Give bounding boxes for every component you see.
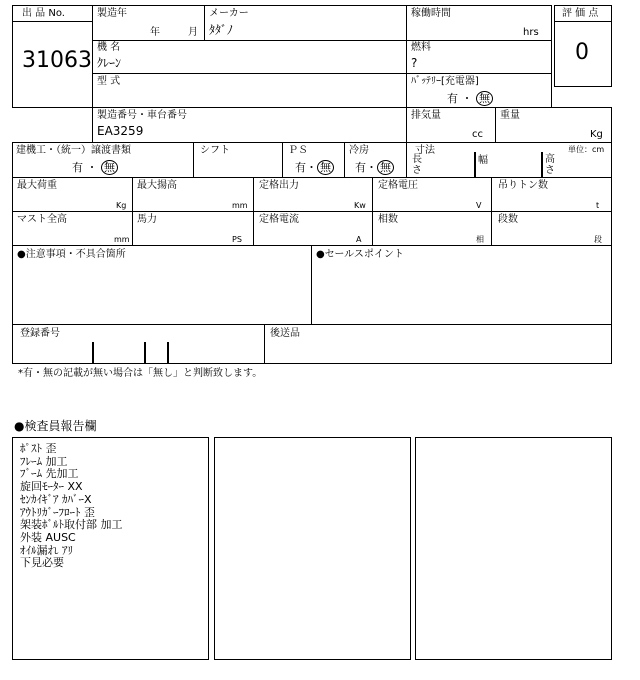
lift-ton-label: 吊りトン数 [498, 180, 548, 191]
footnote: *有・無の記載が無い場合は「無し」と判断致します。 [18, 368, 263, 379]
width-label: 幅 [478, 155, 488, 166]
shift-label: シフト [200, 145, 230, 156]
shipping-label: 後送品 [270, 328, 300, 339]
phase-unit: 相 [476, 235, 484, 244]
fuel-label: 燃料 [411, 42, 431, 53]
inspector-line: ｾﾝｶｲｷﾞｱ ｶﾊﾞｰX [20, 492, 92, 506]
maker-value: ﾀﾀﾞﾉ [209, 23, 234, 37]
model-label: 機 名 [97, 42, 121, 53]
max-lift-unit: mm [232, 201, 248, 210]
length-label: 長 さ [412, 154, 422, 176]
serial-label: 製造番号・車台番号 [97, 110, 187, 121]
cooler-dot: ・ [366, 161, 377, 174]
battery-yes: 有 [447, 92, 458, 105]
battery-label: ﾊﾞｯﾃﾘｰ[充電器] [411, 76, 479, 87]
item-no-value: 31063 [22, 48, 92, 73]
ps-label: ＰＳ [288, 145, 308, 156]
battery-choice [447, 91, 493, 106]
inspector-title: ●検査員報告欄 [14, 419, 97, 433]
cooler-choice [355, 160, 394, 175]
shipping-cell [264, 324, 612, 364]
inspector-line: 旋回ﾓｰﾀｰ XX [20, 480, 83, 494]
horsepower-label: 馬力 [137, 214, 157, 225]
rated-current-label: 定格電流 [259, 214, 299, 225]
dimension-label: 寸法 [415, 145, 435, 156]
height-label: 高 さ [545, 154, 555, 176]
rated-output-label: 定格出力 [259, 180, 299, 191]
width-divider [541, 152, 543, 178]
year-label: 製造年 [97, 8, 127, 19]
battery-dot: ・ [461, 92, 473, 105]
phase-label: 相数 [378, 214, 398, 225]
inspector-line: 架装ﾎﾞﾙﾄ取付部 加工 [20, 518, 123, 532]
inspector-line: ﾌﾚｰﾑ 加工 [20, 454, 68, 468]
item-no-label: 出 品 No. [22, 8, 65, 19]
length-divider [474, 152, 476, 178]
ps-choice [295, 160, 334, 175]
grade-label: 評 価 点 [562, 8, 599, 19]
ps-no-circled: 無 [317, 160, 334, 175]
stages-unit: 段 [594, 235, 602, 244]
stages-label: 段数 [498, 214, 518, 225]
max-lift-label: 最大揚高 [137, 180, 177, 191]
reg-box-divider-1 [92, 342, 94, 364]
mast-height-label: マスト全高 [17, 214, 67, 225]
inspector-line: ｱｳﾄﾘｶﾞｰﾌﾛｰﾄ 歪 [20, 505, 95, 519]
reg-box-divider-2 [144, 342, 146, 364]
doc-yes: 有 [72, 161, 83, 174]
inspector-line: 下見必要 [20, 556, 64, 570]
inspector-line: ﾎﾟｽﾄ 歪 [20, 442, 57, 455]
year-unit: 年 [150, 27, 160, 38]
hours-label: 稼働時間 [411, 8, 451, 19]
mast-height-unit: mm [114, 235, 130, 244]
grade-value: 0 [575, 40, 589, 65]
max-load-unit: Kg [116, 201, 127, 210]
rated-current-unit: A [356, 235, 362, 244]
cooler-label: 冷房 [349, 145, 369, 156]
model-value: ｸﾚｰﾝ [97, 56, 122, 70]
report-box-3 [415, 437, 612, 660]
serial-value: EA3259 [97, 124, 144, 138]
type-label: 型 式 [97, 76, 121, 87]
exhaust-unit: cc [472, 129, 483, 140]
model-cell [92, 40, 407, 74]
doc-choice [72, 160, 118, 175]
maker-label: メーカー [209, 8, 249, 19]
weight-unit: Kg [590, 129, 603, 140]
ps-yes: 有 [295, 161, 306, 174]
inspector-line: 外装 AUSC [20, 530, 76, 544]
report-box-2 [214, 437, 411, 660]
month-unit: 月 [188, 27, 198, 38]
cooler-no-circled: 無 [377, 160, 394, 175]
caution-label: ●注意事項・不具合箇所 [17, 249, 126, 260]
horsepower-unit: PS [232, 235, 242, 244]
fuel-value: ? [411, 56, 418, 70]
ps-dot: ・ [306, 161, 317, 174]
max-load-label: 最大荷重 [17, 180, 57, 191]
inspector-line: ｵｲﾙ漏れ ｱﾘ [20, 543, 73, 557]
lift-ton-unit: t [596, 201, 600, 210]
registration-label: 登録番号 [20, 328, 60, 339]
hours-unit: hrs [523, 27, 539, 38]
inspector-line: ﾌﾞｰﾑ 先加工 [20, 467, 79, 481]
rated-voltage-unit: V [476, 201, 482, 210]
dimension-unit-note: 単位：cm [568, 145, 605, 154]
doc-dot: ・ [86, 161, 98, 174]
doc-label: 建機工・（統一）譲渡書類 [16, 145, 131, 156]
reg-box-divider-3 [167, 342, 169, 364]
rated-output-unit: Kw [354, 201, 366, 210]
type-cell [92, 73, 407, 108]
cooler-yes: 有 [355, 161, 366, 174]
sales-label: ●セールスポイント [316, 249, 404, 260]
doc-no-circled: 無 [101, 160, 118, 175]
battery-no-circled: 無 [476, 91, 493, 106]
weight-label: 重量 [500, 110, 520, 121]
exhaust-label: 排気量 [411, 110, 441, 121]
rated-voltage-label: 定格電圧 [378, 180, 418, 191]
